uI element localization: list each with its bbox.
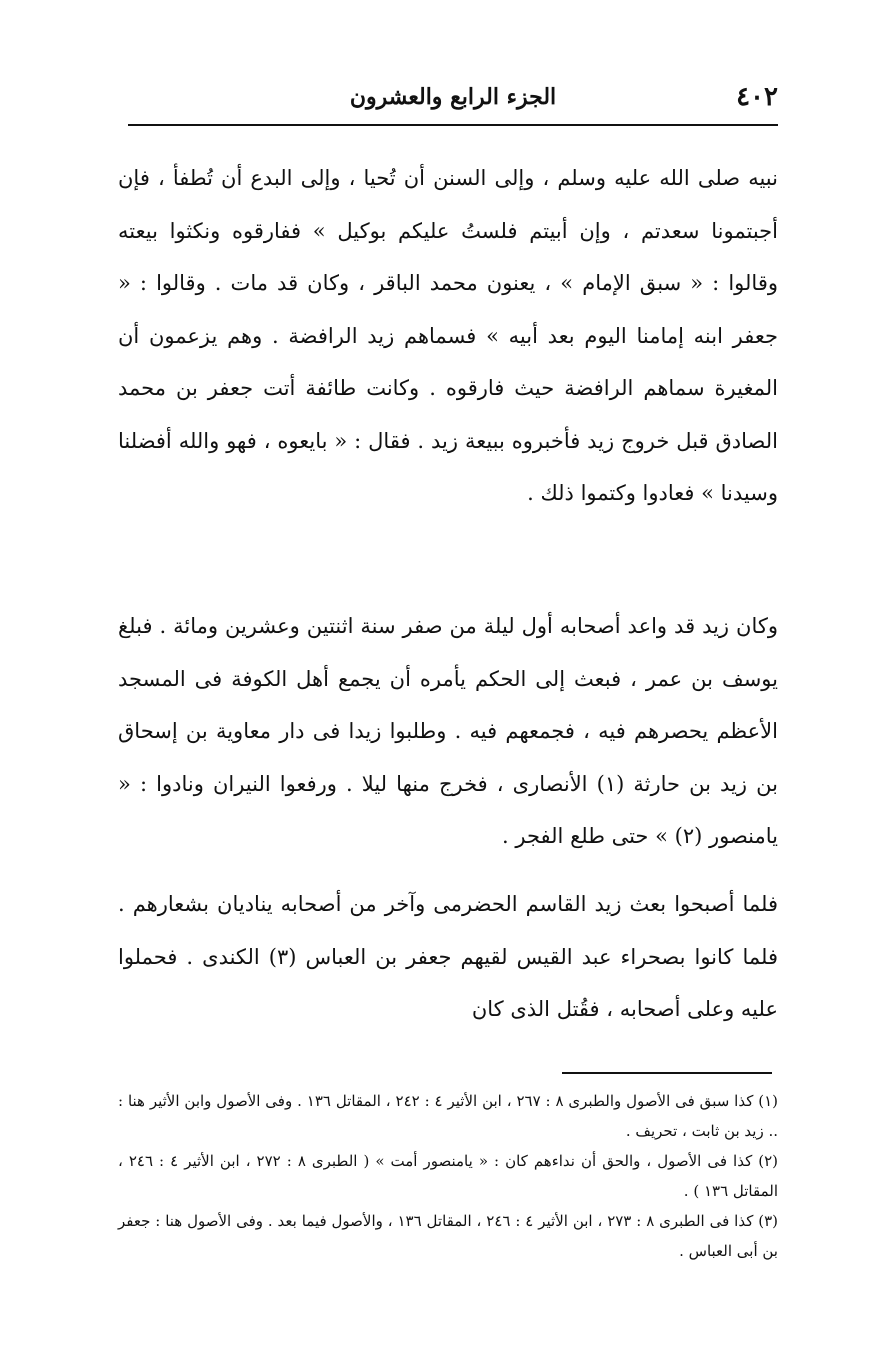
footnote: (٣) كذا فى الطبرى ٨ : ٢٧٣ ، ابن الأثير ٤ : ٢٤٦ ، المقاتل ١٣٦ ، والأصول فيما بعد . وفى الأصول هنا : جعفر بن أبى العباس . [118, 1212, 779, 1260]
body-paragraph: نبيه صلى الله عليه وسلم ، وإلى السنن أن تُحيا ، وإلى البدع أن تُطفأ ، فإن أجبتمونا سعدتم ، وإن أبيتم فلستُ عليكم بوكيل » ففارقوه ونكثوا بيعته وقالوا : « سبق الإمام » ، يعنون محمد الباقر ، وكان قد مات . وقالوا : « جعفر ابنه إمامنا اليوم بعد أبيه » فسماهم زيد الرافضة . وهم يزعمون أن المغيرة سماهم الرافضة حيث فارقوه . وكانت طائفة أتت جعفر بن محمد الصادق قبل خروج زيد فأخبروه ببيعة زيد . فقال : « بايعوه ، فهو والله أفضلنا وسيدنا » فعادوا وكتموا ذلك . [118, 166, 778, 505]
header-rule [128, 124, 778, 126]
footnote: (٢) كذا فى الأصول ، والحق أن نداءهم كان : « يامنصور أمت » ( الطبرى ٨ : ٢٧٢ ، ابن الأثير ٤ : ٢٤٦ ، المقاتل ١٣٦ ) . [118, 1152, 779, 1200]
body-paragraph: وكان زيد قد واعد أصحابه أول ليلة من صفر سنة اثنتين وعشرين ومائة . فبلغ يوسف بن عمر ، فبعث إلى الحكم يأمره أن يجمع أهل الكوفة فى المسجد الأعظم يحصرهم فيه ، فجمعهم فيه . وطلبوا زيدا فى دار معاوية بن إسحاق بن زيد بن حارثة (١) الأنصارى ، فخرج منها ليلا . ورفعوا النيران ونادوا : « يامنصور (٢) » حتى طلع الفجر . [118, 614, 778, 848]
footnote: (١) كذا سبق فى الأصول والطبرى ٨ : ٢٦٧ ، ابن الأثير ٤ : ٢٤٢ ، المقاتل ١٣٦ . وفى الأصول وابن الأثير هنا : .. زيد بن ثابت ، تحريف . [118, 1092, 779, 1140]
page-number: ٤٠٢ [736, 82, 778, 112]
footnotes [118, 1086, 778, 1266]
footnote-rule [562, 1072, 772, 1074]
page-header [128, 78, 778, 122]
body-paragraph: فلما أصبحوا بعث زيد القاسم الحضرمى وآخر من أصحابه يناديان بشعارهم . فلما كانوا بصحراء عبد القيس لقيهم جعفر بن العباس (٣) الكندى . فحملوا عليه وعلى أصحابه ، فقُتل الذى كان [118, 892, 778, 1021]
running-title: الجزء الرابع والعشرون [349, 84, 557, 110]
